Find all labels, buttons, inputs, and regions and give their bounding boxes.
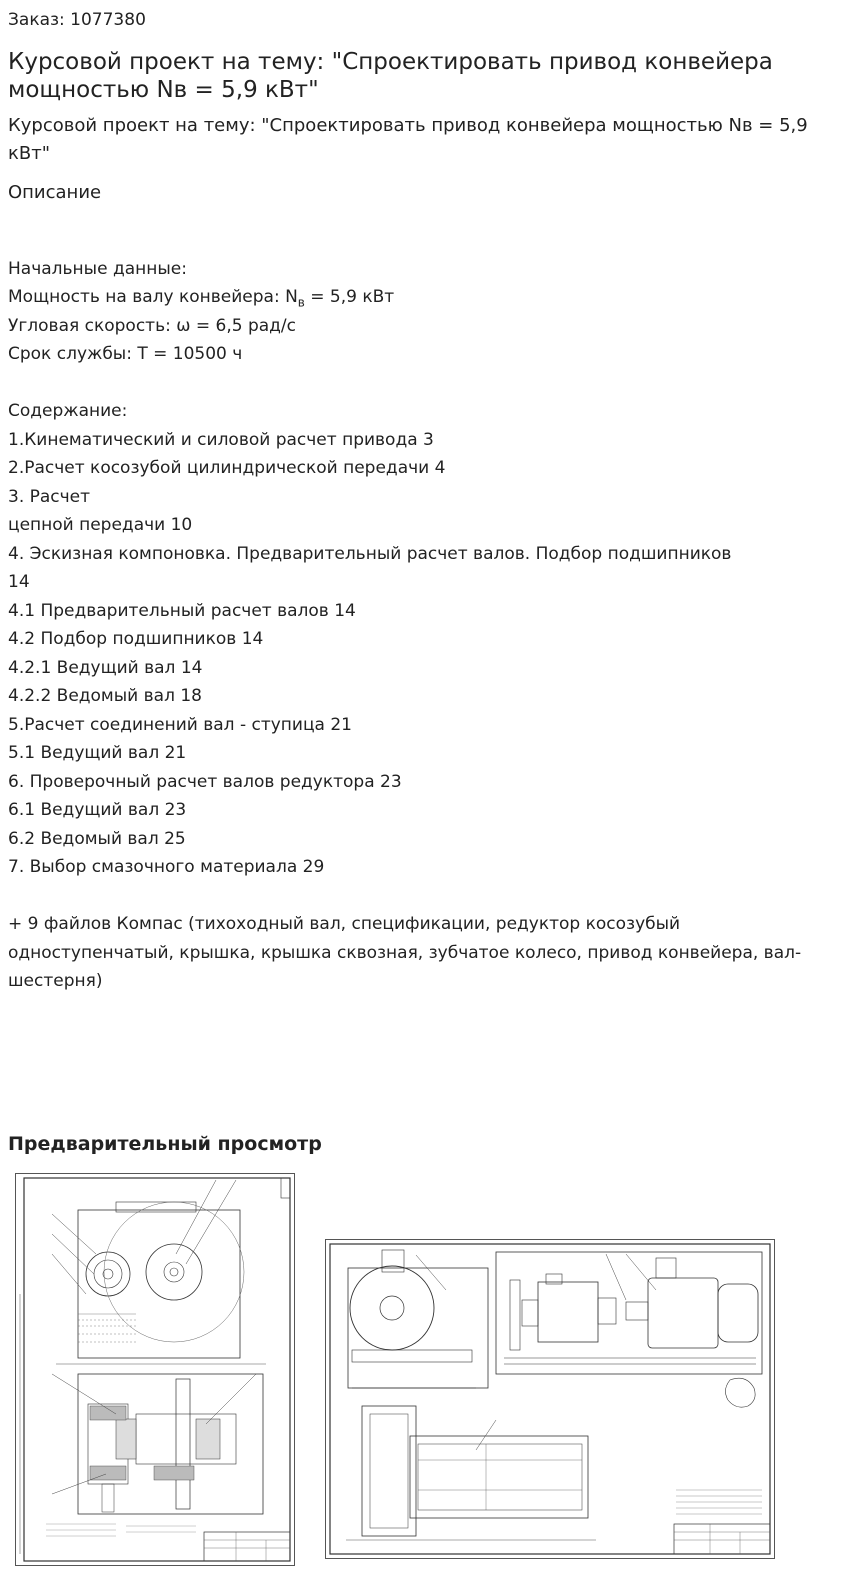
contents-item: 14: [8, 572, 30, 592]
contents-item: 4.2 Подбор подшипников 14: [8, 629, 264, 649]
initial-power: Мощность на валу конвейера: $N_в = 5,9$ кВт: [8, 287, 395, 310]
page-subtitle: Курсовой проект на тему: "Спроектировать привод конвейера мощностью Nв = 5,9 кВт": [8, 115, 808, 164]
page-title: Курсовой проект на тему: "Спроектировать привод конвейера мощностью Nв = 5,9 кВт": [8, 49, 773, 103]
preview-image-gearbox-drawing[interactable]: [15, 1173, 295, 1566]
contents-item: 4.1 Предварительный расчет валов 14: [8, 600, 356, 621]
description-heading: Описание: [8, 182, 102, 203]
contents-item: 5.Расчет соединений вал - ступица 21: [8, 714, 352, 735]
preview-heading: Предварительный просмотр: [8, 1133, 322, 1155]
files-note: + 9 файлов Компас (тихоходный вал, спецификации, редуктор косозубый одноступенчатый, крышка, крышка сквозная, зубчатое колесо, привод конвейера, вал-шестерня): [8, 914, 802, 991]
drive-drawing-graphic: [326, 1240, 774, 1558]
initial-data-heading: Начальные данные:: [8, 258, 187, 279]
gearbox-drawing-graphic: [16, 1174, 294, 1565]
contents-item: 6.2 Ведомый вал 25: [8, 828, 186, 849]
contents-item: 1.Кинематический и силовой расчет привода 3: [8, 429, 434, 450]
preview-image-drive-drawing[interactable]: [325, 1239, 775, 1559]
order-number: Заказ: 1077380: [8, 10, 146, 30]
contents-item: 4. Эскизная компоновка. Предварительный расчет валов. Подбор подшипников: [8, 543, 732, 564]
contents-item: 2.Расчет косозубой цилиндрической передачи 4: [8, 458, 446, 478]
contents-item: цепной передачи 10: [8, 515, 193, 535]
initial-speed: Угловая скорость: ω = 6,5 рад/с: [8, 315, 296, 336]
contents-item: 6. Проверочный расчет валов редуктора 23: [8, 771, 402, 792]
contents-item: 5.1 Ведущий вал 21: [8, 743, 187, 763]
description-body: [8, 226, 839, 996]
contents-item: 4.2.2 Ведомый вал 18: [8, 686, 202, 706]
contents-heading: Содержание:: [8, 401, 128, 421]
contents-item: 3. Расчет: [8, 486, 91, 507]
contents-item: 4.2.1 Ведущий вал 14: [8, 657, 203, 678]
contents-item: 6.1 Ведущий вал 23: [8, 800, 187, 820]
contents-item: 7. Выбор смазочного материала 29: [8, 857, 325, 877]
initial-life: Срок службы: T = 10500 ч: [8, 344, 243, 364]
